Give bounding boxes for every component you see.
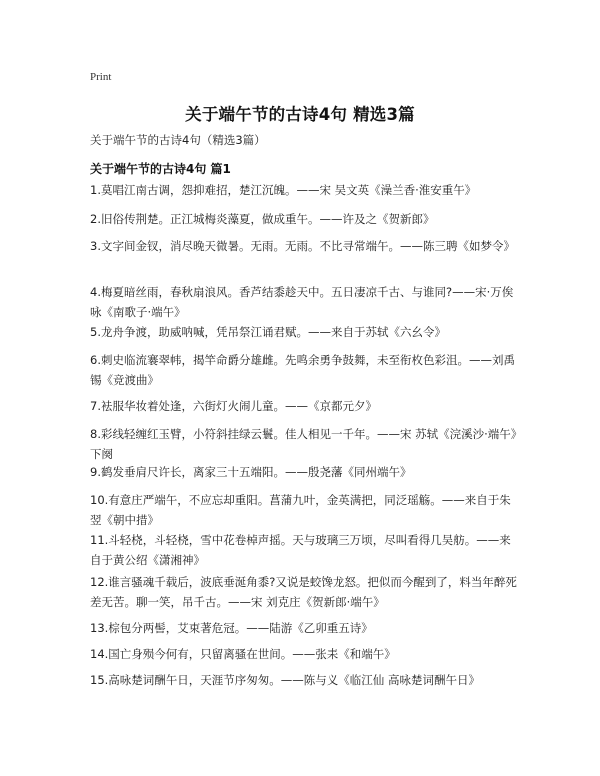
poem-line-3: 3.文字间金钗，消尽晚天微暑。无雨。无雨。不比寻常端午。——陈三聘《如梦令》	[90, 239, 515, 253]
poem-line-5: 5.龙舟争渡，助威呐喊，凭吊祭江诵君赋。——来自于苏轼《六幺令》	[90, 325, 446, 339]
poem-line-13: 13.棕包分两髻，艾束著危冠。——陆游《乙卯重五诗》	[90, 621, 373, 635]
poem-line-4: 4.梅夏暗丝雨，春秋扇浪风。香芦结黍趁天中。五日凄凉千古、与谁同?——宋·万俟咏《南歌子·端午》	[90, 285, 514, 319]
poem-line-10: 10.有意庄严端午，不应忘却重阳。菖蒲九叶，金英满把，同泛瑶觞。——来自于朱翌《朝中措》	[90, 493, 511, 527]
poem-line-7: 7.袪服华妆着处逢，六街灯火闹儿童。——《京都元夕》	[90, 399, 377, 413]
poem-line-14: 14.国亡身殒今何有，只留离骚在世间。——张耒《和端午》	[90, 647, 396, 661]
poem-line-6: 6.刺史临流褰翠帏，揭竿命爵分雄雌。先鸣余勇争鼓舞，未至衔枚色彩沮。——刘禹锡《竞渡曲》	[90, 353, 515, 387]
poem-line-11: 11.斗轻桡，斗轻桡，雪中花卷棹声摇。天与玻璃三万顷，尽叫看得几吴舫。——来自于黄公绍《潇湘神》	[90, 533, 511, 567]
document-subtitle: 关于端午节的古诗4句（精选3篇）	[90, 133, 266, 147]
section-heading: 关于端午节的古诗4句 篇1	[90, 162, 231, 176]
poem-line-8: 8.彩线轻缠红玉臂，小符斜挂绿云鬟。佳人相见一千年。——宋 苏轼《浣溪沙·端午》下阕	[90, 427, 517, 461]
page-title: 关于端午节的古诗4句 精选3篇	[185, 105, 415, 124]
print-label[interactable]: Print	[90, 71, 112, 83]
poem-line-1: 1.莫唱江南古调，怨抑难招，楚江沉魄。——宋 吴文英《澡兰香·淮安重午》	[90, 183, 477, 197]
poem-line-2: 2.旧俗传荆楚。正江城梅炎藻夏，做成重午。——许及之《贺新郎》	[90, 212, 435, 226]
poem-line-9: 9.鹤发垂肩尺许长，离家三十五端阳。——殷尧藩《同州端午》	[90, 465, 412, 479]
poem-line-12: 12.谁言骚魂千载后，波底垂涎角黍?又说是蛟馋龙怒。把似而今醒到了，料当年醉死差无苦。聊一笑，吊千古。——宋 刘克庄《贺新郎·端午》	[90, 575, 517, 609]
poem-line-15: 15.高咏楚词酬午日，天涯节序匆匆。——陈与义《临江仙 高咏楚词酬午日》	[90, 673, 480, 687]
